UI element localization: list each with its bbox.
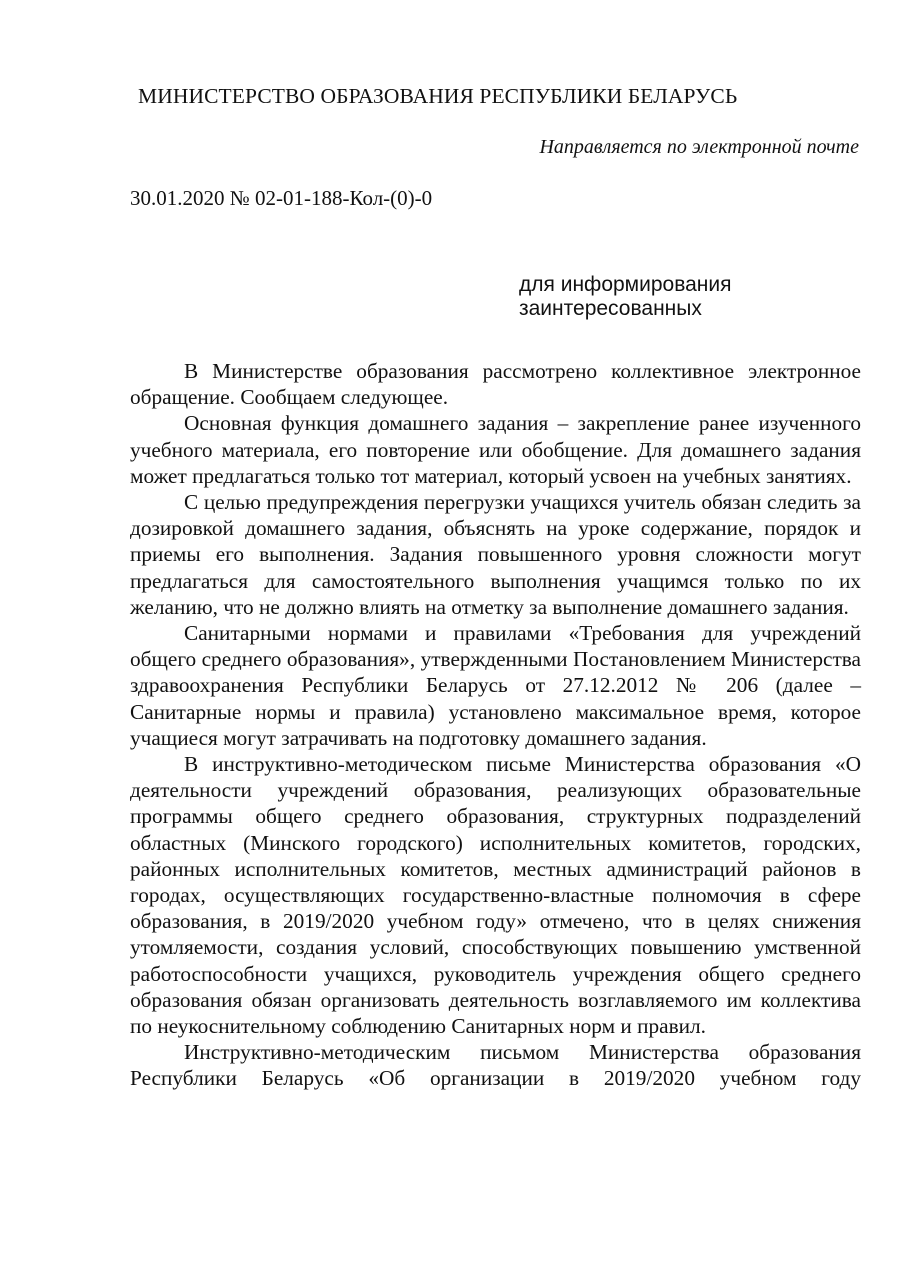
body-paragraph-6: Инструктивно-методическим письмом Министерства образования Республики Беларусь «Об организации в 2019/2020 учебном году bbox=[130, 1040, 861, 1091]
body-paragraph-1: В Министерстве образования рассмотрено коллективное электронное обращение. Сообщаем следующее. bbox=[130, 359, 861, 410]
delivery-note: Направляется по электронной почте bbox=[539, 136, 859, 158]
document-reference: 30.01.2020 № 02-01-188-Кол-(0)-0 bbox=[130, 186, 433, 210]
body-paragraph-4: Санитарными нормами и правилами «Требования для учреждений общего среднего образования», утвержденными Постановлением Министерства здравоохранения Республики Беларусь от 27.12.2012 № 206 (далее – Санитарные нормы и правила) установлено максимальное время, которое учащиеся могут затрачивать на подготовку домашнего задания. bbox=[130, 621, 861, 750]
addressee-line-2: заинтересованных bbox=[519, 297, 702, 320]
body-paragraph-5: В инструктивно-методическом письме Министерства образования «О деятельности учреждений образования, реализующих образовательные программы общего среднего образования, структурных подразделений областных (Минского городского) исполнительных комитетов, городских, районных исполнительных комитетов, местных администраций районов в городах, осуществляющих государственно-властные полномочия в сфере образования, в 2019/2020 учебном году» отмечено, что в целях снижения утомляемости, создания условий, способствующих повышению умственной работоспособности учащихся, руководитель учреждения общего среднего образования обязан организовать деятельность возглавляемого им коллектива по неукоснительному соблюдению Санитарных норм и правил. bbox=[130, 752, 861, 1039]
body-paragraph-3: С целью предупреждения перегрузки учащихся учитель обязан следить за дозировкой домашнего задания, объяснять на уроке содержание, порядок и приемы его выполнения. Задания повышенного уровня сложности могут предлагаться для самостоятельного выполнения учащимся только по их желанию, что не должно влиять на отметку за выполнение домашнего задания. bbox=[130, 490, 861, 619]
ministry-heading: МИНИСТЕРСТВО ОБРАЗОВАНИЯ РЕСПУБЛИКИ БЕЛАРУСЬ bbox=[138, 84, 738, 108]
addressee-line-1: для информирования bbox=[519, 273, 732, 296]
addressee-block bbox=[519, 273, 732, 321]
body-paragraph-2: Основная функция домашнего задания – закрепление ранее изученного учебного материала, его повторение или обобщение. Для домашнего задания может предлагаться только тот материал, который усвоен на учебных занятиях. bbox=[130, 411, 861, 488]
letter-body bbox=[130, 358, 861, 1092]
